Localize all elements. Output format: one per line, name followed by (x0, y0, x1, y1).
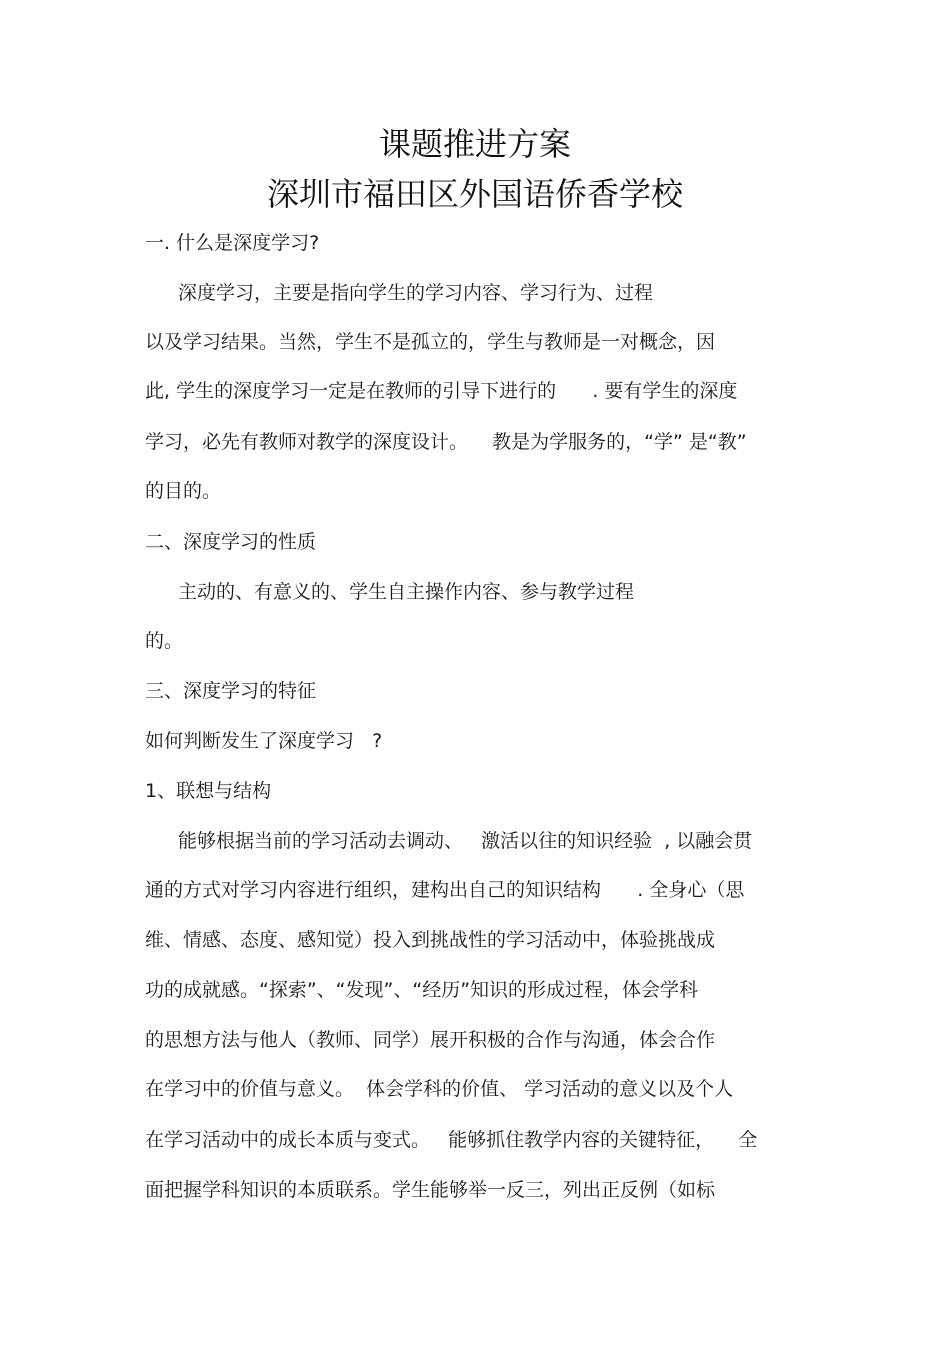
paragraph-line: 的目的。 (145, 480, 222, 502)
paragraph-line: 通的方式对学习内容进行组织，建构出自己的知识结构 . 全身心（思 (145, 879, 745, 901)
paragraph-line: 维、情感、态度、感知觉）投入到挑战性的学习活动中，体验挑战成 (145, 929, 716, 951)
paragraph-line: 以及学习结果。当然，学生不是孤立的，学生与教师是一对概念，因 (145, 331, 716, 353)
paragraph-line: 功的成就感。“探索”、“发现”、“经历”知识的形成过程，体会学科 (145, 979, 699, 1001)
paragraph-line: 在学习中的价值与意义。 体会学科的价值、 学习活动的意义以及个人 (145, 1078, 734, 1100)
paragraph-line: 的。 (145, 630, 184, 652)
heading-nature: 二、深度学习的性质 (145, 531, 317, 553)
subheading-association-structure: 1、联想与结构 (145, 780, 272, 802)
document-subtitle: 深圳市福田区外国语侨香学校 (266, 175, 683, 213)
heading-features: 三、深度学习的特征 (145, 680, 317, 702)
paragraph-line: 在学习活动中的成长本质与变式。 能够抓住教学内容的关键特征， 全 (145, 1129, 758, 1151)
paragraph-line: 主动的、有意义的、学生自主操作内容、参与教学过程 (178, 581, 635, 603)
heading-what-is-deep-learning: 一. 什么是深度学习? (145, 232, 320, 254)
paragraph-line: 此, 学生的深度学习一定是在教师的引导下进行的 . 要有学生的深度 (145, 380, 738, 402)
document-title: 课题推进方案 (378, 125, 571, 163)
paragraph-line: 学习，必先有教师对教学的深度设计。 教是为学服务的，“学” 是“教” (145, 431, 747, 453)
paragraph-line: 的思想方法与他人（教师、同学）展开积极的合作与沟通，体会合作 (145, 1029, 716, 1051)
paragraph-line: 能够根据当前的学习活动去调动、 激活以往的知识经验 , 以融会贯 (178, 830, 753, 852)
paragraph-line: 如何判断发生了深度学习 ? (145, 730, 383, 752)
paragraph-line: 面把握学科知识的本质联系。学生能够举一反三，列出正反例（如标 (145, 1179, 716, 1201)
paragraph-line: 深度学习，主要是指向学生的学习内容、学习行为、过程 (178, 282, 654, 304)
